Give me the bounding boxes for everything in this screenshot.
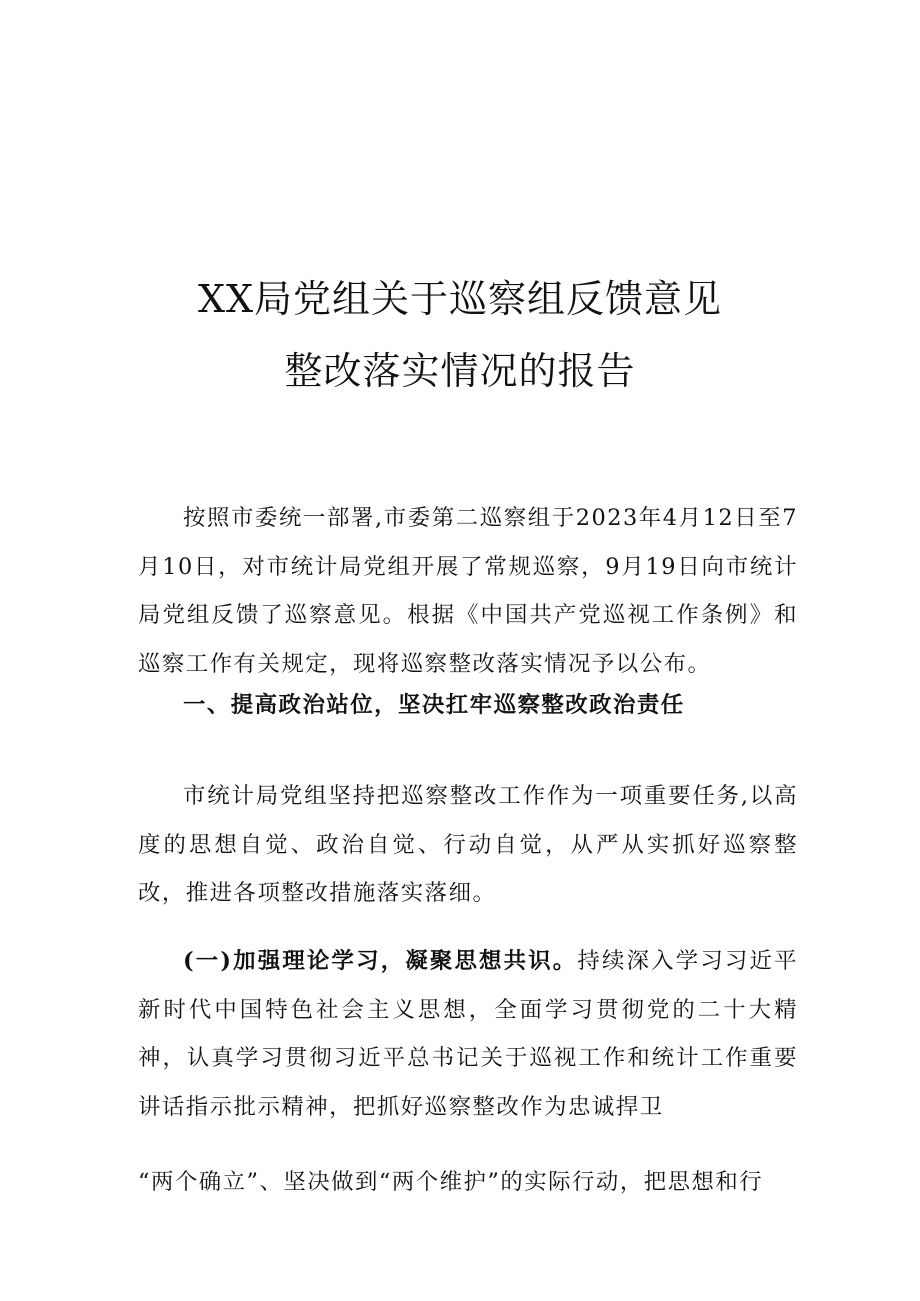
section-1-paragraph: 市统计局党组坚持把巡察整改工作作为一项重要任务,以高度的思想自觉、政治自觉、行动自觉，从严从实抓好巡察整改，推进各项整改措施落实落细。 xyxy=(138,783,798,907)
subsection-1-lead: (一)加强理论学习，凝聚思想共识。 xyxy=(183,948,578,975)
subsection-1-paragraph xyxy=(138,937,798,1131)
intro-paragraph: 按照市委统一部署,市委第二巡察组于2023年4月12日至7月10日，对市统计局党组开展了常规巡察，9月19日向市统计局党组反馈了巡察意见。根据《中国共产党巡视工作条例》和巡察工作有关规定，现将巡察整改落实情况予以公布。 xyxy=(138,505,798,677)
report-title-line-2: 整改落实情况的报告 xyxy=(284,349,636,393)
continuation-line: “两个确立”、坚决做到“两个维护”的实际行动，把思想和行 xyxy=(138,1169,764,1196)
report-title-line-1: XX局党组关于巡察组反馈意见 xyxy=(197,277,723,321)
subsection-1-text: 持续深入学习习近平新时代中国特色社会主义思想，全面学习贯彻党的二十大精神，认真学习贯彻习近平总书记关于巡视工作和统计工作重要讲话指示批示精神，把抓好巡察整改作为忠诚捍卫 xyxy=(138,948,798,1120)
section-1-heading: 一、提高政治站位，坚决扛牢巡察整改政治责任 xyxy=(183,692,685,718)
